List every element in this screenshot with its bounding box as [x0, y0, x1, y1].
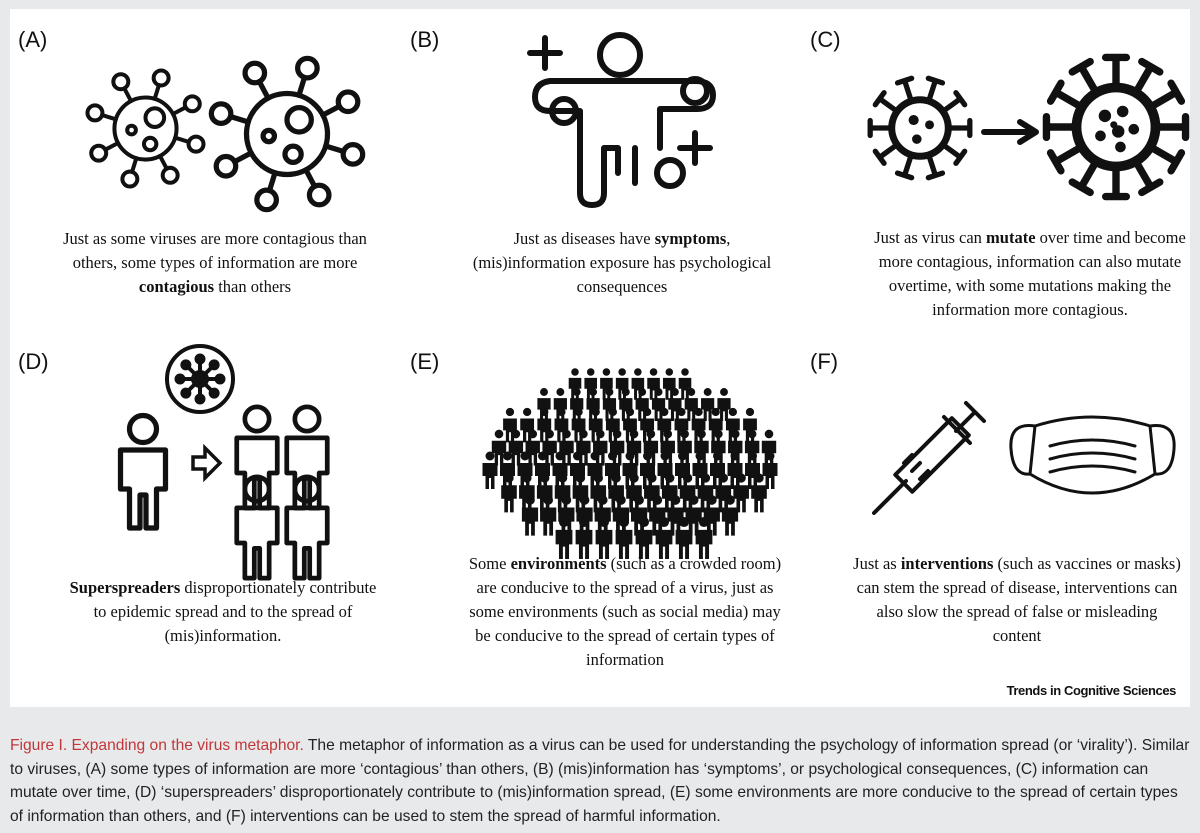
virus-solid-small-icon: [867, 75, 973, 181]
panel-f-caption: Just as interventions (such as vaccines or masks) can stem the spread of disease, interventions can also slow the spread of false or misleading content: [853, 554, 1181, 645]
panel-d-label: (D): [18, 349, 49, 374]
journal-credit: Trends in Cognitive Sciences: [1006, 683, 1176, 698]
panel-b-caption: Just as diseases have symptoms, (mis)information exposure has psychological consequences: [472, 229, 772, 296]
figure-panel: [10, 9, 1190, 707]
figure-caption-title: Figure I. Expanding on the virus metaphor.: [10, 737, 304, 754]
panel-e-caption: Some environments (such as a crowded room) are conducive to the spread of a virus, just as some environments (such as social media) may be conducive to the spread of certain types of information: [468, 554, 782, 669]
panel-c-caption: Just as virus can mutate over time and become more contagious, information can also mutate overtime, with some mutations making the information more contagious.: [874, 228, 1186, 319]
superspreader-icon: [105, 339, 345, 554]
syringe-icon: [870, 387, 1000, 517]
panel-a-label: (A): [18, 27, 48, 52]
face-mask-icon: [1005, 404, 1180, 514]
virus-small-icon: [88, 71, 203, 186]
panel-c-label: (C): [810, 27, 841, 52]
panel-f-label: (F): [810, 349, 839, 374]
panel-d-caption: Superspreaders disproportionately contribute to epidemic spread and to the spread of (mis)information.: [69, 578, 377, 645]
figure-caption-body: The metaphor of information as a virus can be used for understanding the psychology of information spread (or ‘virality’). Similar to viruses, (A) some types of information are more ‘contagious’ than others, (B) (mis)information has ‘symptoms’, or psychological consequences, (C) information can mutate over time, (D) ‘superspreaders’ disproportionately contribute to (mis)information spread, (E) some environments are more conducive to the spread of certain types of information than others, and (F) interventions can be used to stem the spread of harmful information.: [10, 737, 1190, 825]
figure-caption: [10, 734, 1192, 828]
arrow-right-icon: [982, 118, 1042, 146]
person-symptoms-icon: [525, 23, 725, 213]
panel-a-caption: Just as some viruses are more contagious than others, some types of information are more contagious than others: [63, 229, 367, 296]
virus-solid-large-icon: [1042, 53, 1190, 201]
panel-e-label: (E): [410, 349, 440, 374]
virus-large-icon: [212, 59, 362, 209]
crowd-icon: [480, 354, 780, 544]
panel-b-label: (B): [410, 27, 440, 52]
